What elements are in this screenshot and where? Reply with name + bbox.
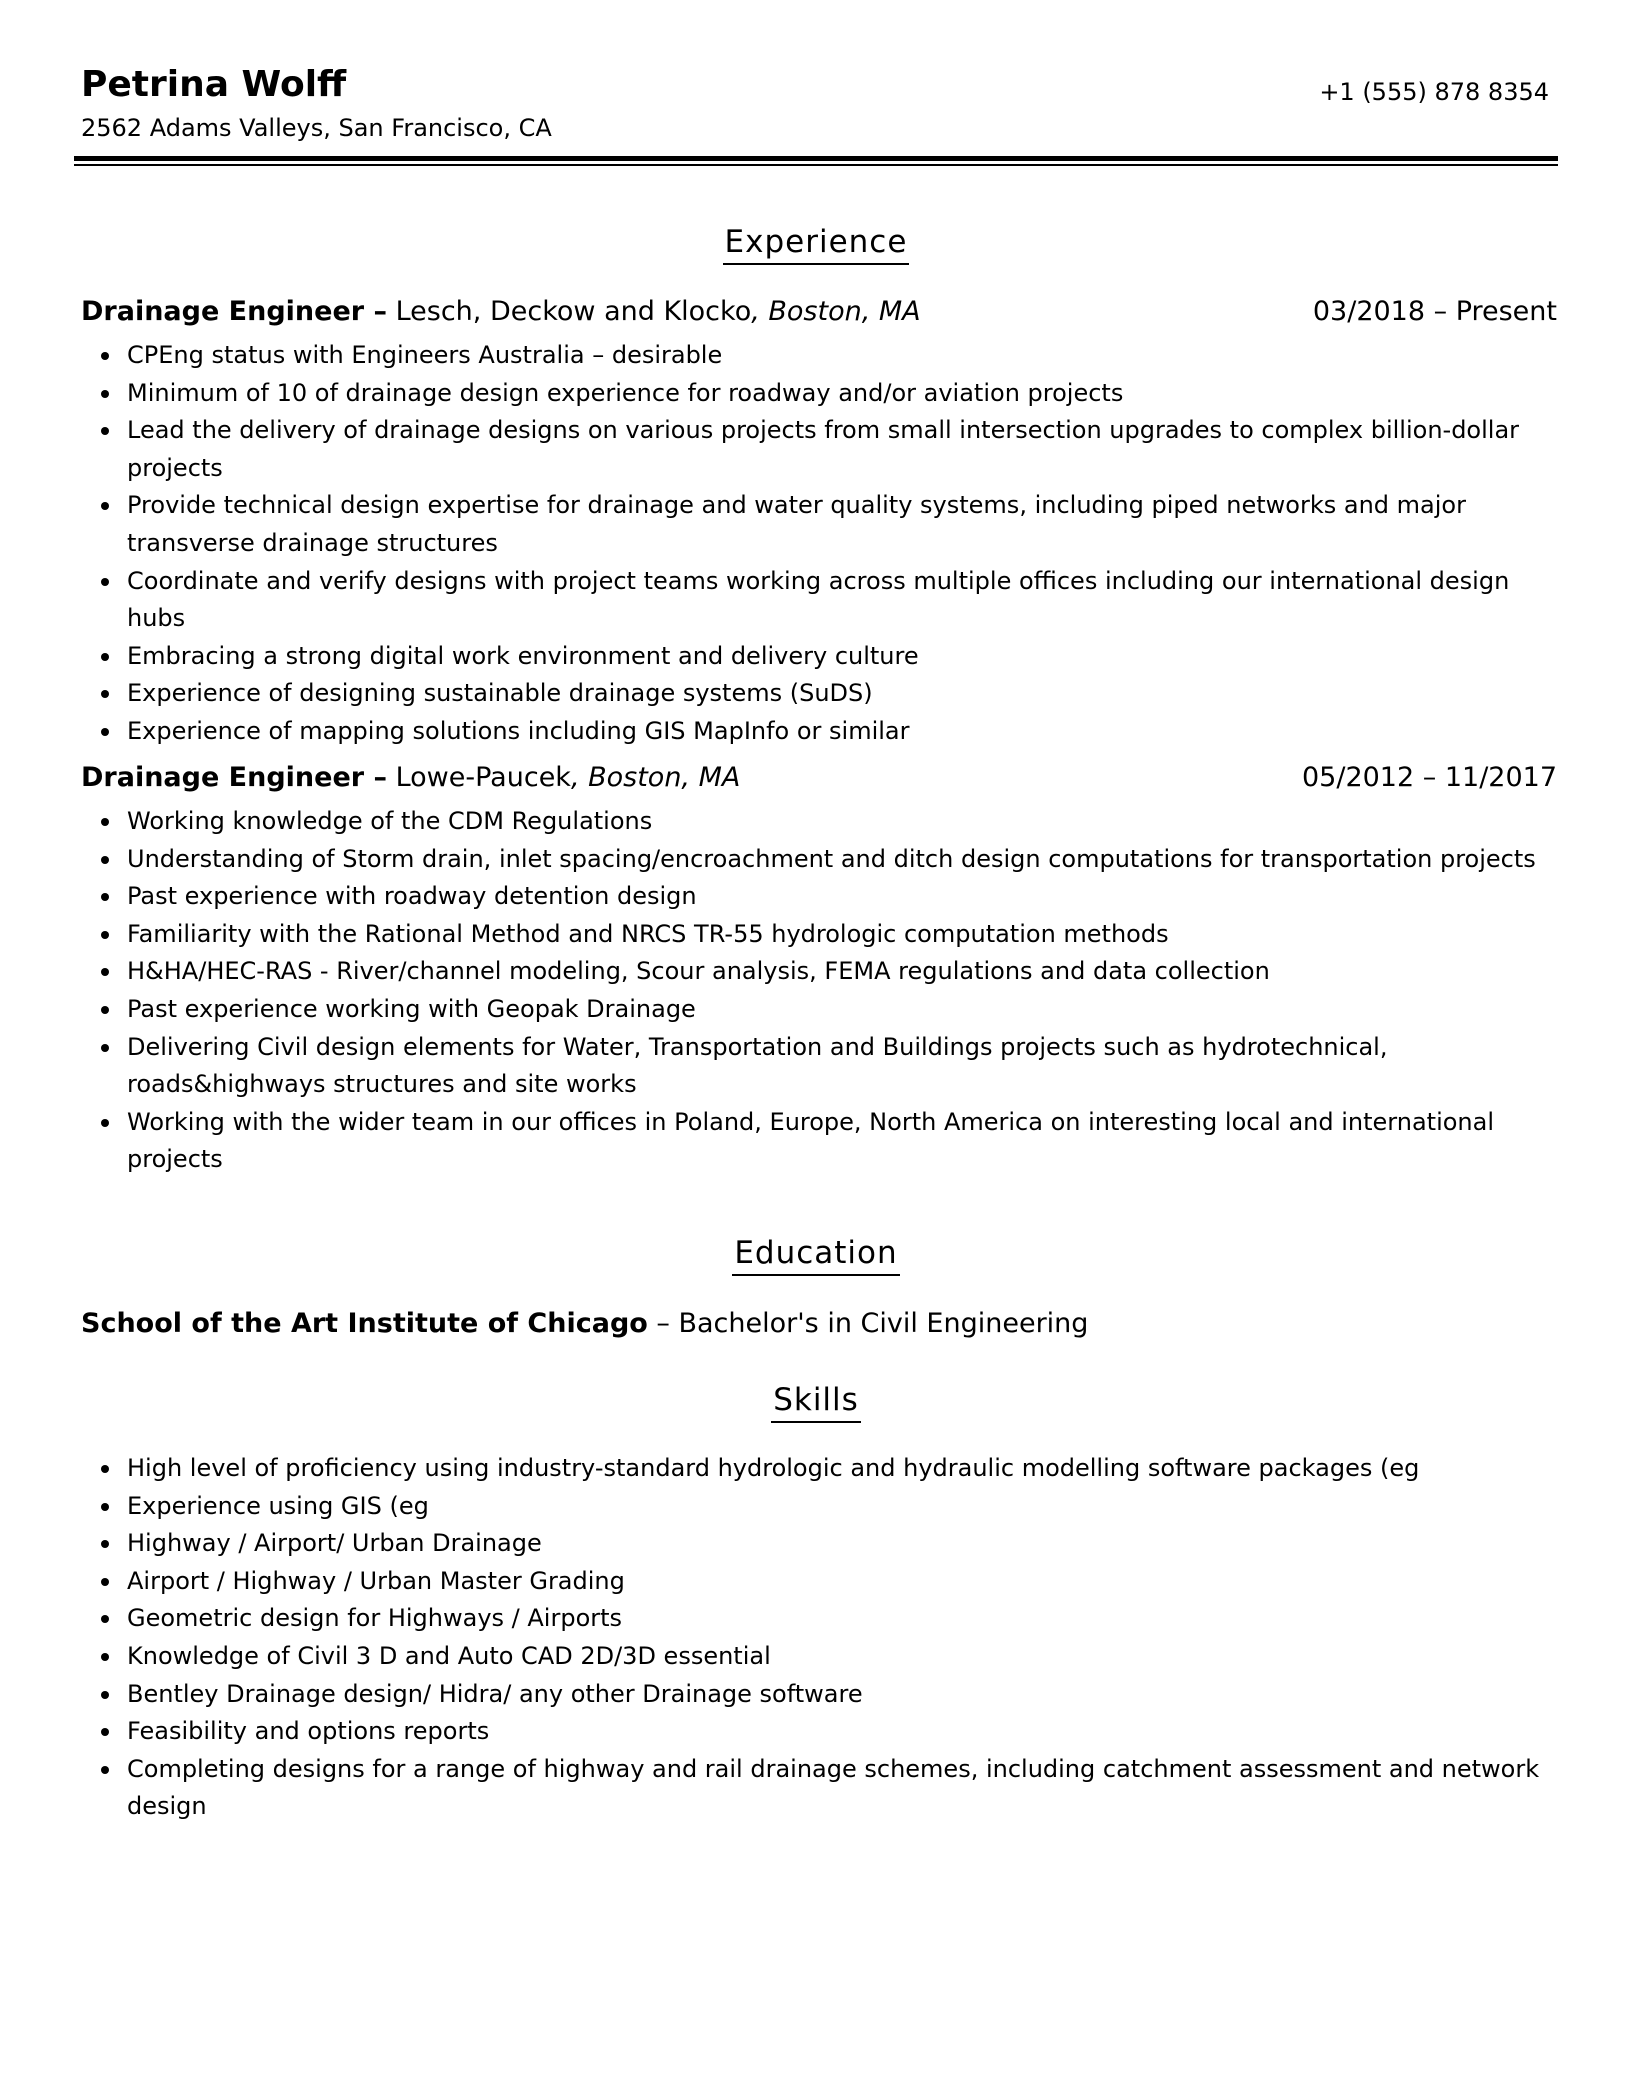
list-item: Minimum of 10 of drainage design experience for roadway and/or aviation projects — [0, 375, 1557, 413]
list-item: High level of proficiency using industry-standard hydrologic and hydraulic modelling software packages (eg — [0, 1450, 1557, 1488]
list-item: Provide technical design expertise for drainage and water quality systems, including piped networks and major transverse drainage structures — [0, 487, 1557, 562]
header-divider-thin — [74, 164, 1558, 166]
job-dates: 03/2018 – Present — [1312, 296, 1557, 327]
header-divider-thick — [74, 156, 1558, 161]
list-item: H&HA/HEC-RAS - River/channel modeling, Scour analysis, FEMA regulations and data collection — [0, 953, 1557, 991]
job-company: Lesch, Deckow and Klocko — [395, 296, 752, 327]
list-item: Working with the wider team in our offices in Poland, Europe, North America on interesting local and international projects — [0, 1104, 1557, 1179]
skills-list — [0, 1450, 1557, 1826]
education-heading — [0, 1233, 1632, 1276]
job-header-1 — [81, 294, 1557, 330]
list-item: Embracing a strong digital work environment and delivery culture — [0, 638, 1557, 676]
skills-heading — [0, 1380, 1632, 1423]
list-item: Delivering Civil design elements for Water, Transportation and Buildings projects such as hydrotechnical, roads&highways structures and site works — [0, 1029, 1557, 1104]
address: 2562 Adams Valleys, San Francisco, CA — [81, 114, 552, 142]
job-location: , Boston, MA — [751, 296, 921, 327]
degree: – Bachelor's in Civil Engineering — [647, 1308, 1089, 1339]
job-title: Drainage Engineer – — [81, 296, 387, 327]
experience-heading-text: Experience — [723, 222, 910, 265]
job-1-bullets — [0, 337, 1557, 751]
list-item: Completing designs for a range of highway and rail drainage schemes, including catchment assessment and network design — [0, 1751, 1557, 1826]
list-item: CPEng status with Engineers Australia – desirable — [0, 337, 1557, 375]
list-item: Understanding of Storm drain, inlet spacing/encroachment and ditch design computations for transportation projects — [0, 841, 1557, 879]
list-item: Bentley Drainage design/ Hidra/ any other Drainage software — [0, 1676, 1557, 1714]
list-item: Experience of mapping solutions including GIS MapInfo or similar — [0, 713, 1557, 751]
list-item: Airport / Highway / Urban Master Grading — [0, 1563, 1557, 1601]
job-title: Drainage Engineer – — [81, 762, 387, 793]
job-2-bullets — [0, 803, 1557, 1179]
education-heading-text: Education — [732, 1233, 899, 1276]
list-item: Past experience working with Geopak Drainage — [0, 991, 1557, 1029]
list-item: Geometric design for Highways / Airports — [0, 1600, 1557, 1638]
education-entry — [81, 1306, 1088, 1342]
list-item: Familiarity with the Rational Method and NRCS TR-55 hydrologic computation methods — [0, 916, 1557, 954]
list-item: Coordinate and verify designs with project teams working across multiple offices including our international design hubs — [0, 563, 1557, 638]
list-item: Past experience with roadway detention design — [0, 878, 1557, 916]
job-location: , Boston, MA — [570, 762, 741, 793]
list-item: Highway / Airport/ Urban Drainage — [0, 1525, 1557, 1563]
skills-heading-text: Skills — [771, 1380, 861, 1423]
list-item: Feasibility and options reports — [0, 1713, 1557, 1751]
job-header-2 — [81, 760, 1557, 796]
list-item: Experience of designing sustainable drainage systems (SuDS) — [0, 675, 1557, 713]
list-item: Lead the delivery of drainage designs on various projects from small intersection upgrades to complex billion-dollar projects — [0, 412, 1557, 487]
list-item: Knowledge of Civil 3 D and Auto CAD 2D/3D essential — [0, 1638, 1557, 1676]
experience-heading — [0, 222, 1632, 265]
list-item: Working knowledge of the CDM Regulations — [0, 803, 1557, 841]
job-company: Lowe-Paucek — [395, 762, 571, 793]
job-dates: 05/2012 – 11/2017 — [1302, 762, 1557, 793]
school-name: School of the Art Institute of Chicago — [81, 1308, 648, 1339]
candidate-name: Petrina Wolff — [81, 64, 347, 105]
list-item: Experience using GIS (eg — [0, 1488, 1557, 1526]
phone-number: +1 (555) 878 8354 — [1319, 78, 1549, 106]
